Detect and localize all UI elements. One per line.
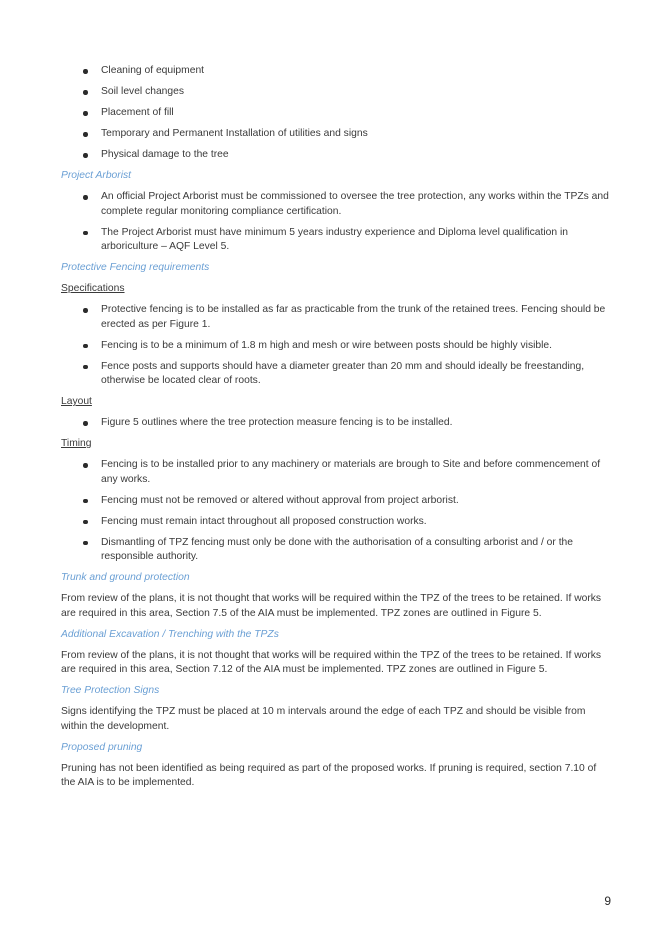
list-item: Physical damage to the tree [61, 148, 613, 163]
specifications-list [61, 303, 613, 389]
list-item: The Project Arborist must have minimum 5 years industry experience and Diploma level qualification in arboriculture – AQF Level 5. [61, 226, 613, 255]
project-arborist-list [61, 190, 613, 255]
list-item: Fencing must not be removed or altered without approval from project arborist. [61, 494, 613, 509]
specifications-heading: Specifications [61, 283, 125, 294]
project-arborist-heading: Project Arborist [61, 170, 132, 181]
page-number: 9 [604, 894, 611, 908]
list-item: Cleaning of equipment [61, 64, 613, 79]
trunk-protection-heading: Trunk and ground protection [61, 572, 190, 583]
pruning-heading: Proposed pruning [61, 741, 143, 753]
list-item: Fencing is to be installed prior to any machinery or materials are brough to Site and before commencement of any works. [61, 458, 613, 487]
excavation-text: From review of the plans, it is not thought that works will be required within the TPZ of the trees to be retained. If works are required in this area, Section 7.12 of the AIA must be implemented. TPZ zones are outlined in Figure 5. [61, 649, 602, 675]
list-item: Fence posts and supports should have a diameter greater than 20 mm and should ideally be freestanding, otherwise be located clear of roots. [61, 360, 613, 389]
trunk-protection-text: From review of the plans, it is not thought that works will be required within the TPZ of the trees to be retained. If works are required in this area, Section 7.5 of the AIA must be implemented. TPZ zones are outlined in Figure 5. [61, 593, 602, 619]
list-item: Dismantling of TPZ fencing must only be done with the authorisation of a consulting arborist and / or the responsible authority. [61, 536, 613, 565]
timing-list [61, 458, 613, 565]
pruning-text: Pruning has not been identified as being required as part of the proposed works. If pruning is required, section 7.10 of the AIA is to be implemented. [61, 762, 597, 788]
list-item: Temporary and Permanent Installation of utilities and signs [61, 127, 613, 142]
bullet-list-top [61, 64, 613, 163]
list-item: Figure 5 outlines where the tree protection measure fencing is to be installed. [61, 416, 613, 431]
list-item: Fencing must remain intact throughout all proposed construction works. [61, 515, 613, 530]
list-item: Soil level changes [61, 85, 613, 100]
list-item: Placement of fill [61, 106, 613, 121]
timing-heading: Timing [61, 438, 92, 449]
signs-text: Signs identifying the TPZ must be placed at 10 m intervals around the edge of each TPZ and should be visible from within the development. [61, 706, 586, 732]
excavation-heading: Additional Excavation / Trenching with the TPZs [61, 628, 279, 640]
list-item: Fencing is to be a minimum of 1.8 m high and mesh or wire between posts should be highly visible. [61, 339, 613, 354]
layout-heading: Layout [61, 396, 92, 407]
list-item: An official Project Arborist must be commissioned to oversee the tree protection, any works within the TPZs and complete regular monitoring compliance certification. [61, 190, 613, 219]
page-content [61, 64, 613, 797]
signs-heading: Tree Protection Signs [61, 685, 160, 696]
fencing-heading: Protective Fencing requirements [61, 262, 210, 273]
layout-list [61, 416, 613, 431]
list-item: Protective fencing is to be installed as far as practicable from the trunk of the retained trees. Fencing should be erected as per Figure 1. [61, 303, 613, 332]
